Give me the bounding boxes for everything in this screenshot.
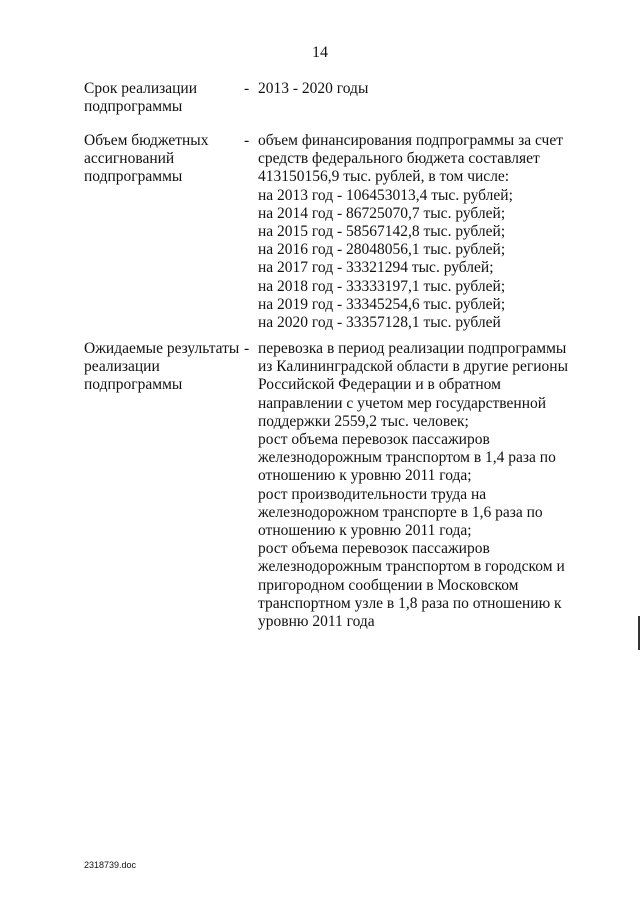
content-line: на 2016 год - 28048056,1 тыс. рублей; bbox=[258, 241, 506, 259]
content-line: рост объема перевозок пассажиров bbox=[258, 431, 490, 449]
content-line: на 2014 год - 86725070,7 тыс. рублей; bbox=[258, 204, 506, 222]
content-line: на 2013 год - 106453013,4 тыс. рублей; bbox=[258, 186, 513, 204]
content-line: на 2019 год - 33345254,6 тыс. рублей; bbox=[258, 295, 506, 313]
row-dash: - bbox=[244, 80, 250, 97]
content-line: пригородном сообщении в Московском bbox=[258, 576, 519, 594]
row-dash: - bbox=[244, 340, 250, 357]
label-line: подпрограммы bbox=[84, 98, 183, 116]
content-line: на 2020 год - 33357128,1 тыс. рублей bbox=[258, 314, 501, 332]
label-line: Ожидаемые результаты bbox=[84, 340, 240, 357]
content-line: отношению к уровню 2011 года; bbox=[258, 522, 472, 540]
content-line: железнодорожном транспорте в 1,6 раза по bbox=[258, 503, 543, 521]
passport-row-period bbox=[84, 80, 604, 120]
content-line: объем финансирования подпрограммы за счет bbox=[258, 132, 563, 149]
label-line: реализации bbox=[84, 358, 160, 376]
passport-row-results bbox=[84, 340, 604, 640]
content-line: отношению к уровню 2011 года; bbox=[258, 467, 472, 485]
row-label bbox=[84, 80, 234, 116]
content-line: на 2015 год - 58567142,8 тыс. рублей; bbox=[258, 223, 506, 241]
content-line: поддержки 2559,2 тыс. человек; bbox=[258, 412, 469, 430]
label-line: Объем бюджетных bbox=[84, 132, 209, 149]
content-line: из Калининградской области в другие регионы bbox=[258, 358, 568, 376]
row-dash: - bbox=[244, 132, 250, 149]
passport-row-budget bbox=[84, 132, 604, 332]
content-line: рост объема перевозок пассажиров bbox=[258, 540, 490, 558]
row-label bbox=[84, 132, 234, 187]
content-line: 413150156,9 тыс. рублей, в том числе: bbox=[258, 168, 510, 186]
content-line: средств федерального бюджета составляет bbox=[258, 150, 540, 168]
content-line: железнодорожным транспортом в 1,4 раза по bbox=[258, 449, 556, 467]
content-line: перевозка в период реализации подпрограммы bbox=[258, 340, 567, 357]
content-line: рост производительности труда на bbox=[258, 485, 487, 503]
row-content bbox=[258, 80, 588, 98]
row-content bbox=[258, 132, 588, 332]
row-label bbox=[84, 340, 240, 395]
content-line: 2013 - 2020 годы bbox=[258, 80, 369, 97]
label-line: Срок реализации bbox=[84, 80, 197, 97]
label-line: подпрограммы bbox=[84, 168, 183, 186]
row-content bbox=[258, 340, 588, 631]
content-line: железнодорожным транспортом в городском и bbox=[258, 558, 565, 576]
content-line: уровню 2011 года bbox=[258, 613, 375, 631]
content-line: направлении с учетом мер государственной bbox=[258, 394, 547, 412]
label-line: подпрограммы bbox=[84, 376, 183, 394]
label-line: ассигнований bbox=[84, 150, 175, 168]
content-line: Российской Федерации и в обратном bbox=[258, 376, 501, 394]
content-line: на 2018 год - 33333197,1 тыс. рублей; bbox=[258, 277, 506, 295]
content-line: транспортном узле в 1,8 раза по отношению к bbox=[258, 594, 562, 612]
page-number: 14 bbox=[312, 44, 328, 61]
document-filename: 2318739.doc bbox=[84, 860, 137, 870]
content-line: на 2017 год - 33321294 тыс. рублей; bbox=[258, 259, 494, 277]
